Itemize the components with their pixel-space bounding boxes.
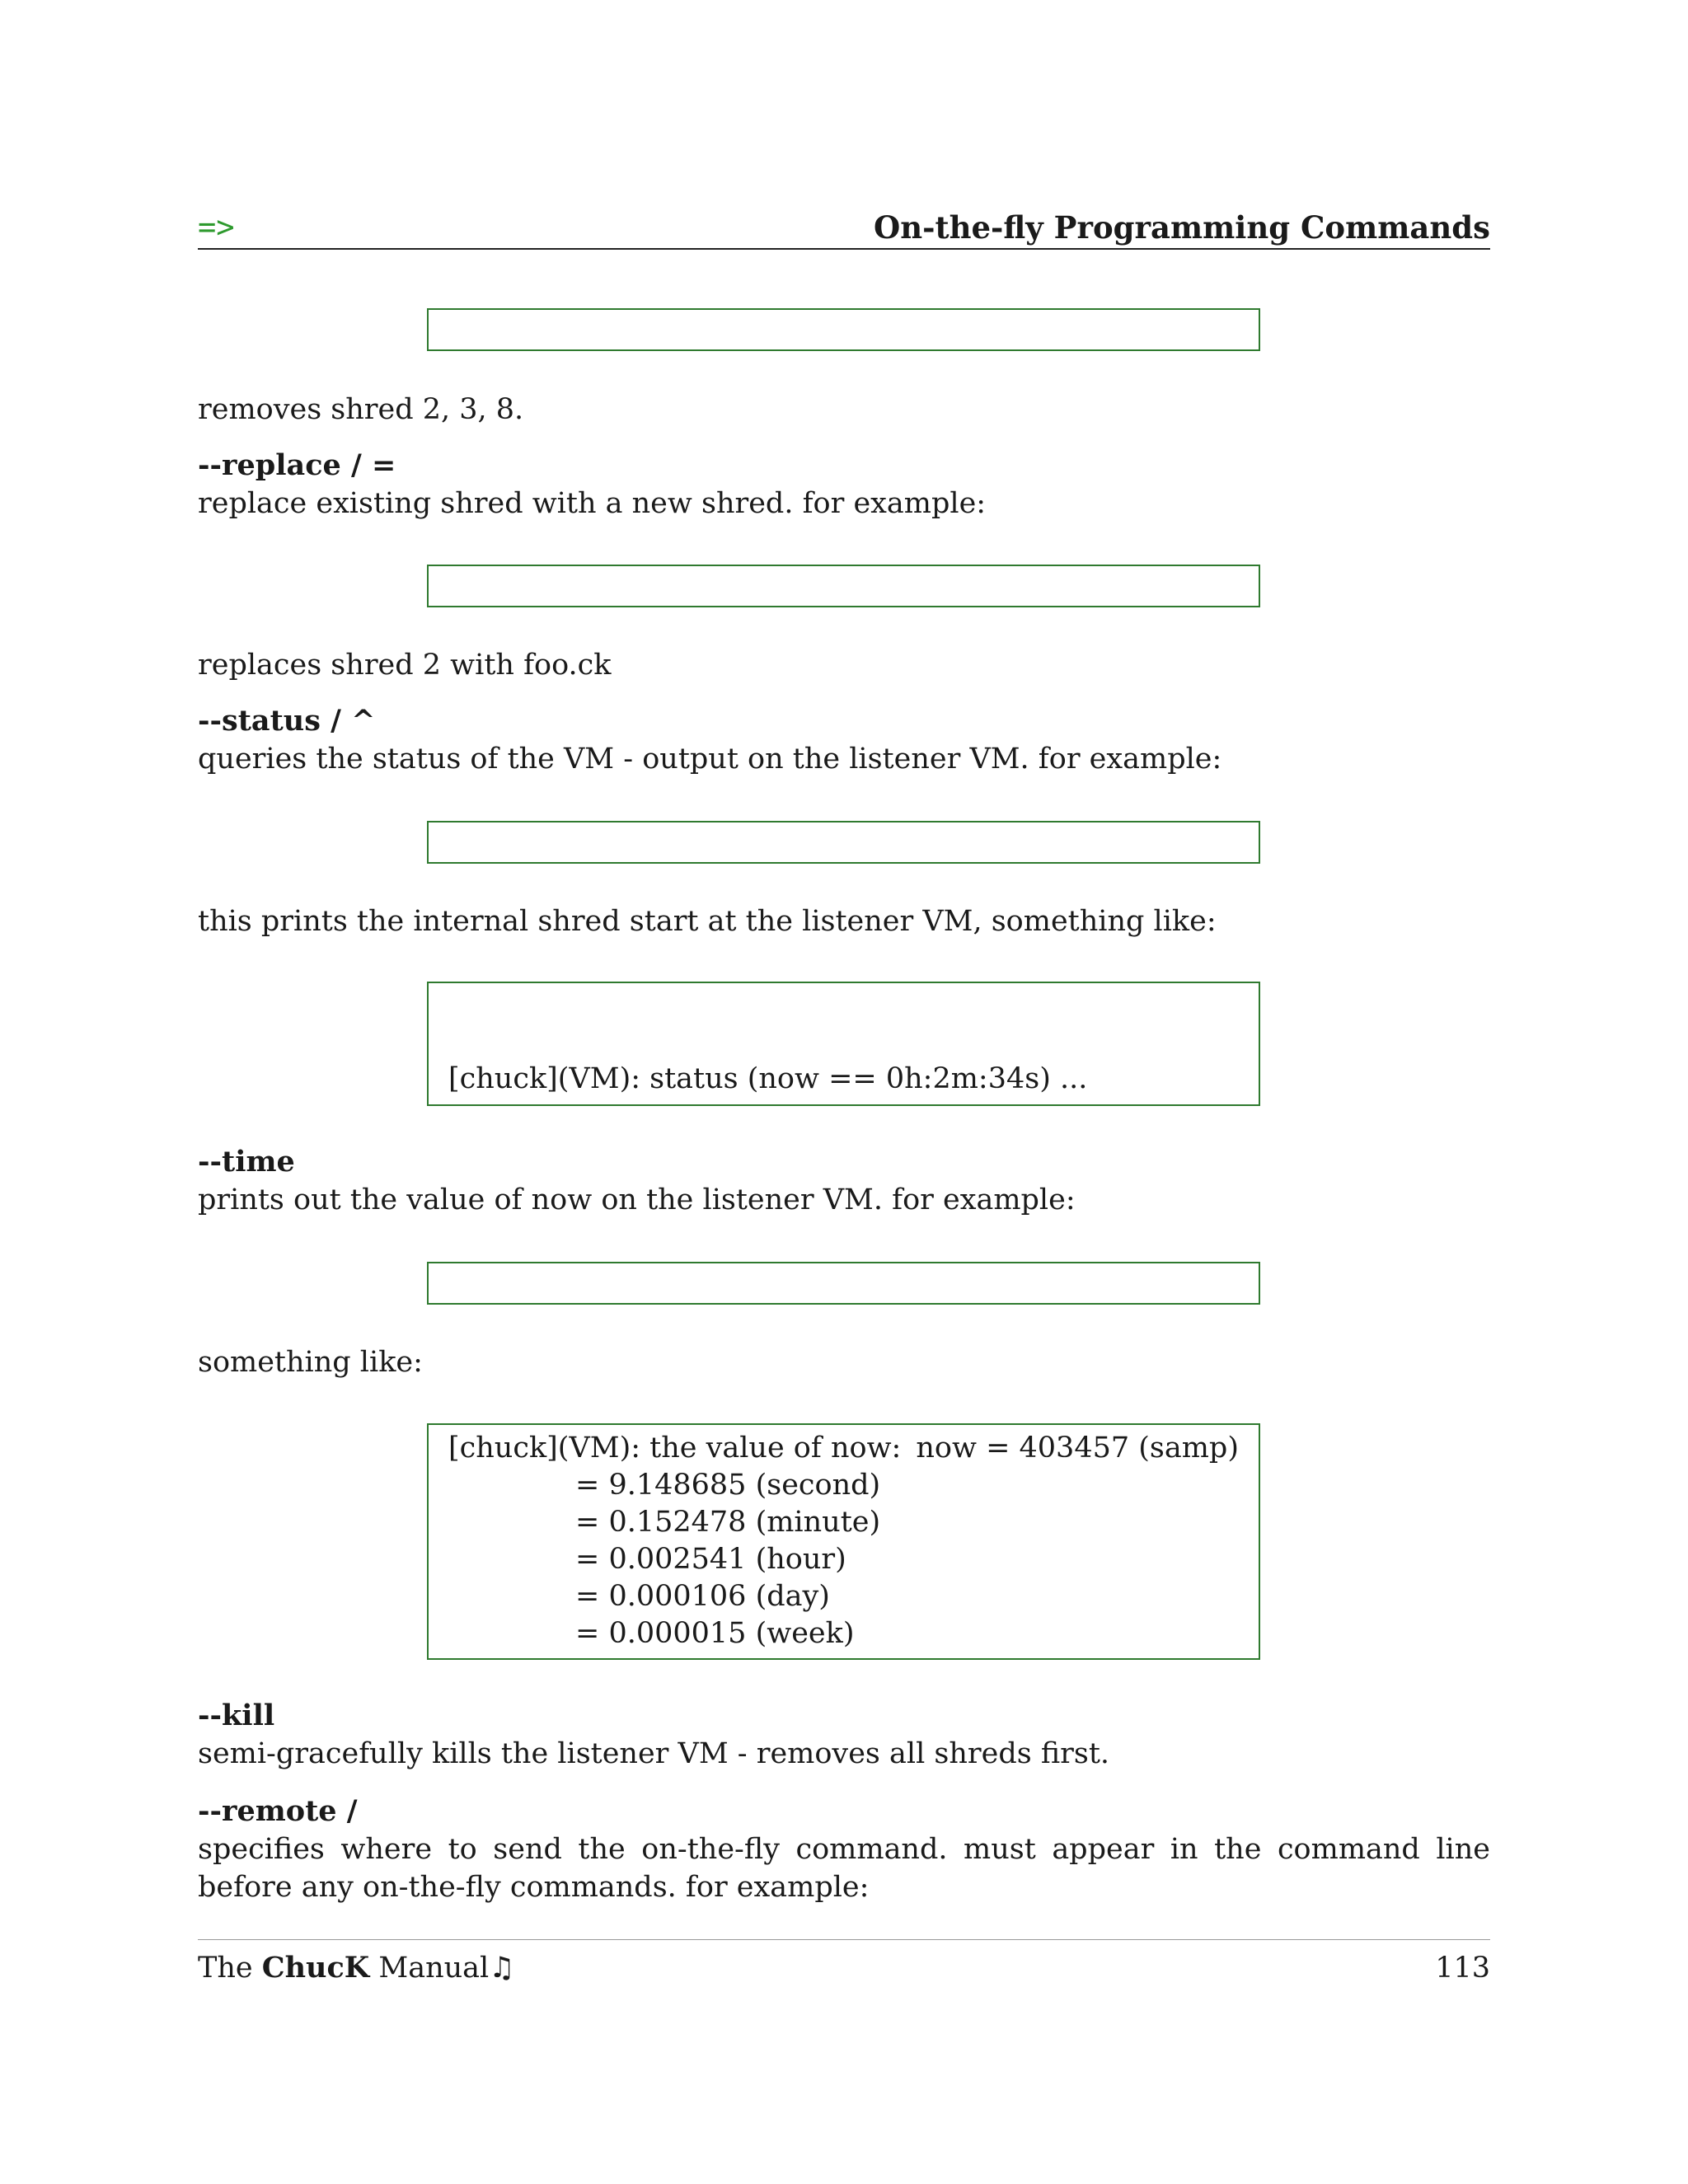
option-replace-heading: --replace / = xyxy=(198,448,396,482)
time-output-samples: now = 403457 (samp) xyxy=(916,1432,1239,1465)
option-time-heading: --time xyxy=(198,1145,295,1179)
time-output-box xyxy=(427,1423,1260,1660)
code-box-status xyxy=(427,821,1260,864)
footer-suffix: Manual♫ xyxy=(378,1952,515,1985)
header-title: On-the-fly Programming Commands xyxy=(873,209,1490,246)
code-box-replace xyxy=(427,565,1260,607)
paragraph-status-prints: this prints the internal shred start at the listener VM, something like: xyxy=(198,905,1217,938)
paragraph-replace-desc: replace existing shred with a new shred. for example: xyxy=(198,487,987,520)
time-output-line: = 9.148685 (second) xyxy=(575,1469,881,1502)
paragraph-time-desc: prints out the value of now on the listener VM. for example: xyxy=(198,1183,1076,1216)
header-arrow-symbol: => xyxy=(198,209,235,245)
footer-manual-title xyxy=(198,1949,515,1987)
option-remote-heading: --remote / xyxy=(198,1794,358,1828)
footer-prefix: The xyxy=(198,1952,253,1985)
option-kill-heading: --kill xyxy=(198,1699,275,1732)
code-text xyxy=(485,1304,718,1305)
status-output-line: [chuck](VM): status (now == 0h:2m:34s) ... xyxy=(448,1062,1088,1095)
paragraph-status-desc: queries the status of the VM - output on the listener VM. for example: xyxy=(198,743,1222,776)
code-text xyxy=(485,350,725,351)
paragraph-something-like: something like: xyxy=(198,1346,423,1379)
paragraph-kill-desc: semi-gracefully kills the listener VM - removes all shreds first. xyxy=(198,1737,1110,1770)
paragraph-removes-shred: removes shred 2, 3, 8. xyxy=(198,393,524,426)
footer-brand: ChucK xyxy=(261,1951,370,1985)
time-output-head: [chuck](VM): the value of now: xyxy=(448,1432,902,1465)
status-output-box xyxy=(427,982,1260,1106)
time-output-line: = 0.000015 (week) xyxy=(575,1617,855,1650)
code-box-time xyxy=(427,1262,1260,1305)
option-status-heading: --status / ^ xyxy=(198,704,376,738)
code-box-remove xyxy=(427,308,1260,351)
time-output-line: = 0.152478 (minute) xyxy=(575,1506,881,1539)
header-rule xyxy=(198,248,1490,250)
code-text xyxy=(485,863,658,864)
paragraph-remote-desc: specifies where to send the on-the-fly command. must appear in the command line before any on-the-fly commands. for example: xyxy=(198,1833,1490,1904)
paragraph-replaces-shred: replaces shred 2 with foo.ck xyxy=(198,649,612,682)
footer-rule xyxy=(198,1939,1490,1940)
time-output-line: = 0.002541 (hour) xyxy=(575,1543,846,1576)
time-output-line: = 0.000106 (day) xyxy=(575,1580,830,1613)
page-number: 113 xyxy=(1435,1952,1490,1985)
